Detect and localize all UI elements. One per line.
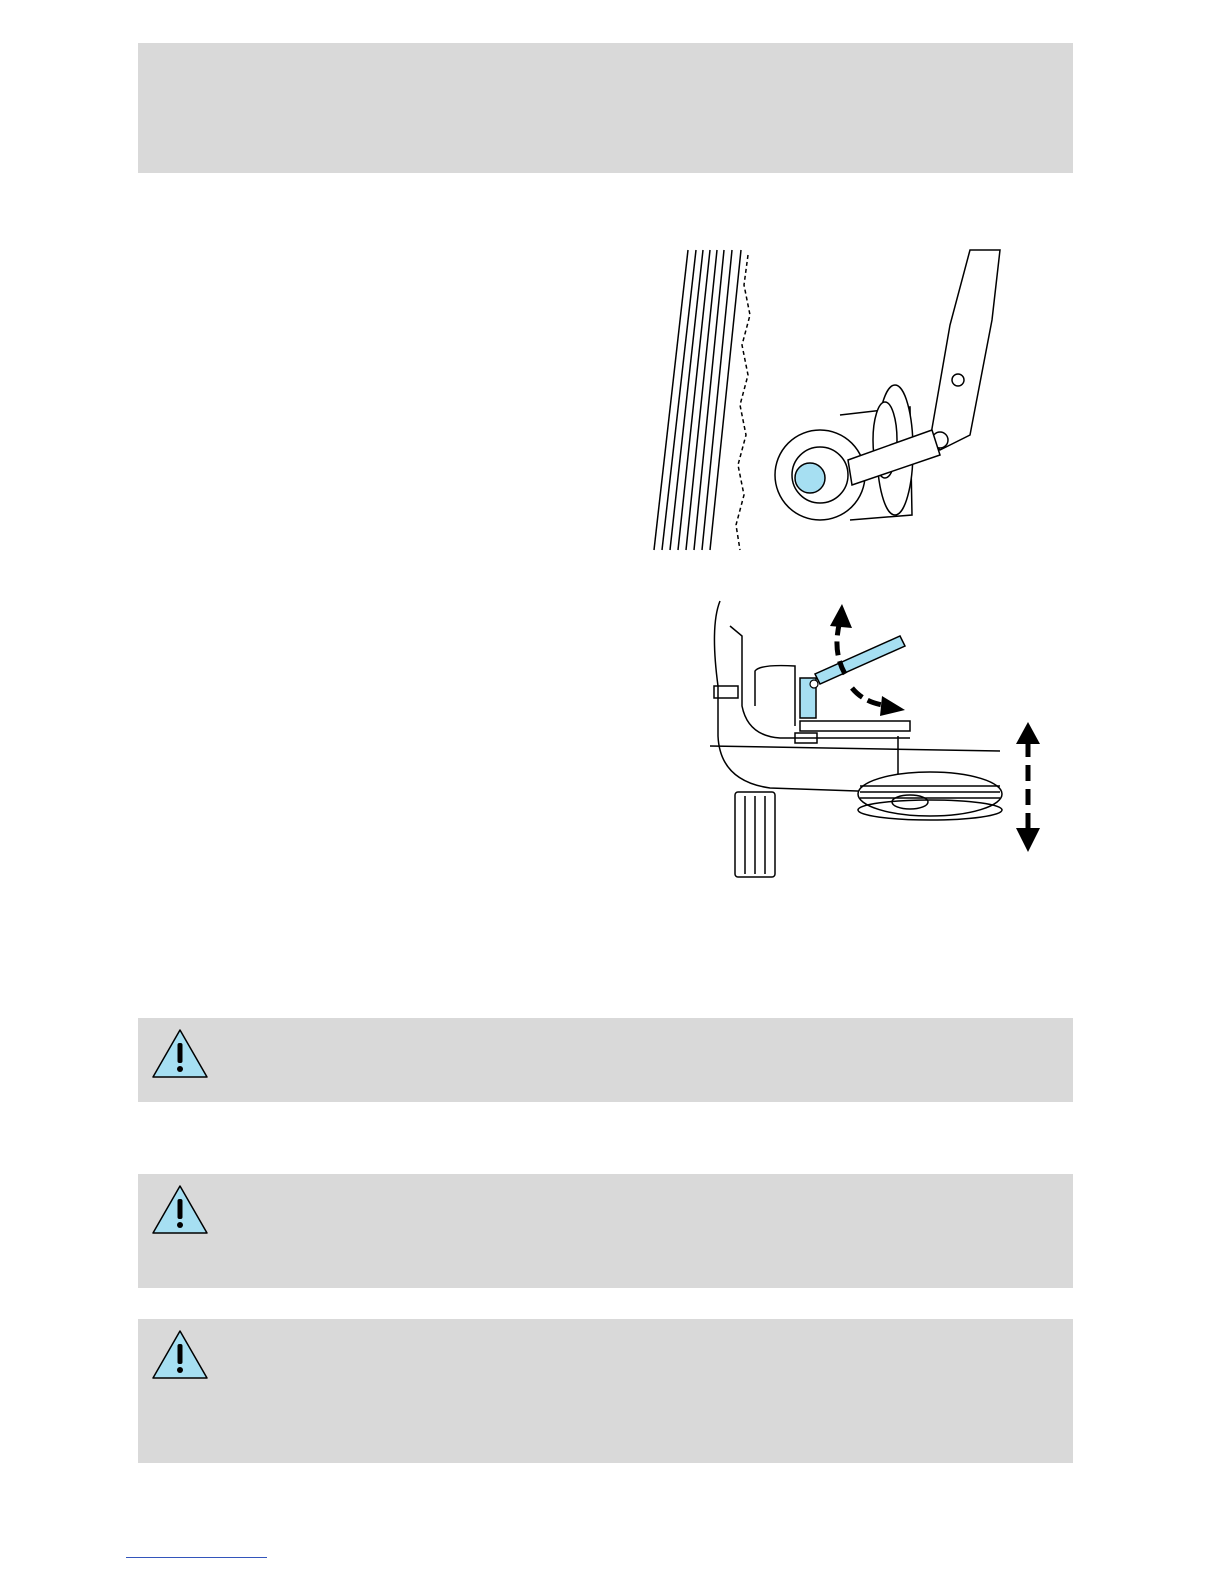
spare-tire-lowering-illustration (700, 596, 1050, 881)
warning-triangle-icon (150, 1328, 210, 1382)
header-band (138, 43, 1073, 173)
warning-triangle-icon (150, 1183, 210, 1237)
warning-triangle-icon (150, 1027, 210, 1081)
wrench-lug-illustration (640, 245, 1010, 555)
warning-box (138, 1174, 1073, 1288)
warning-box (138, 1018, 1073, 1102)
lug-nut-highlight (795, 463, 825, 493)
footer-link-rule[interactable] (126, 1557, 267, 1558)
wrench-highlight (815, 636, 905, 684)
warning-box (138, 1319, 1073, 1463)
